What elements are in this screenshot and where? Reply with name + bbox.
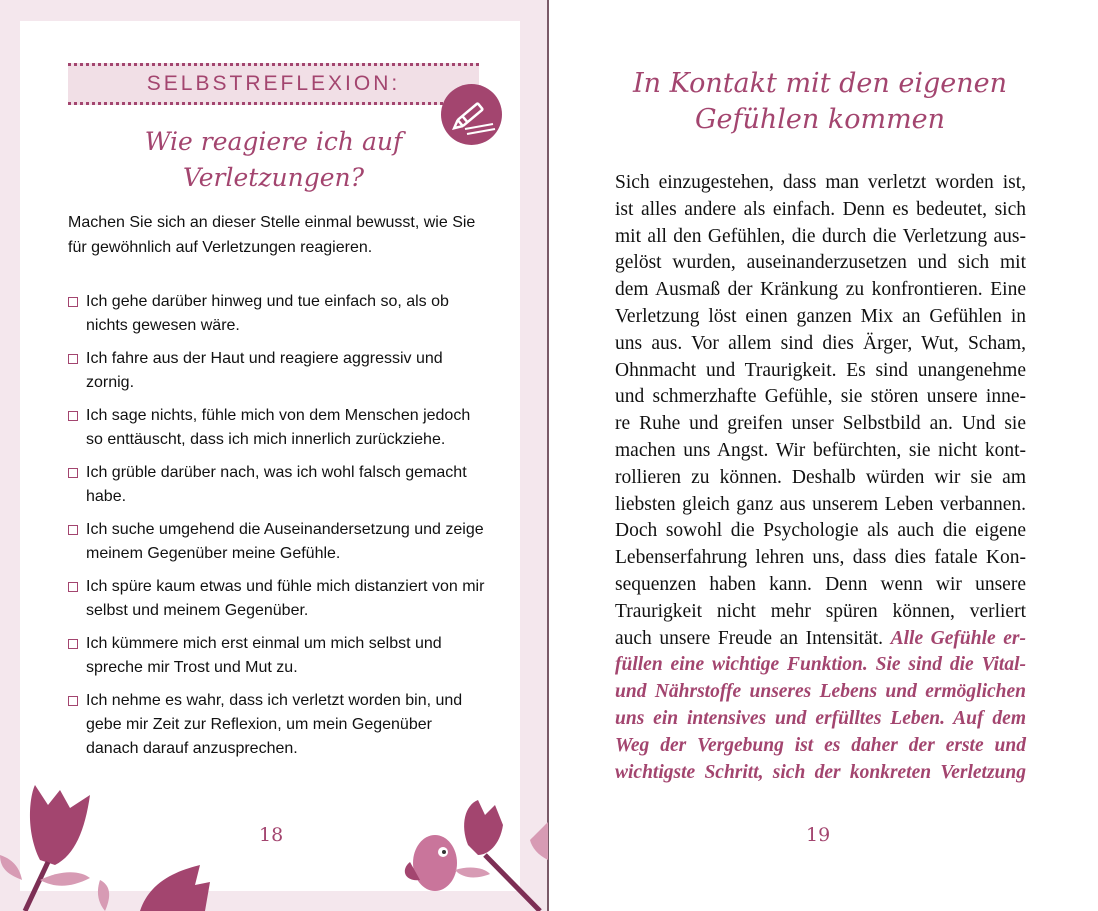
text-line: gelöst wurden, auseinanderzusetzen und sich mit <box>615 252 1026 274</box>
text-line: mit all den Gefühlen, die durch die Verletzung aus- <box>615 225 1026 247</box>
text-line: liebsten gleich ganz aus unserem Leben verbannen. <box>615 493 1026 515</box>
text-line-mixed <box>615 626 1026 653</box>
checkbox-icon[interactable] <box>68 468 78 478</box>
page-number-right: 19 <box>806 824 831 846</box>
checklist-item[interactable] <box>68 290 488 338</box>
checkbox-icon[interactable] <box>68 639 78 649</box>
text-line: re Ruhe und greifen unser Selbstbild an. Und sie <box>615 413 1026 435</box>
text-line: Lebenserfahrung lehren uns, dass dies fatale Kon- <box>615 547 1026 569</box>
text-line: Traurigkeit nicht mehr spüren können, verliert <box>615 600 1026 622</box>
item-text: Ich sage nichts, fühle mich von dem Menschen jedoch so enttäuscht, dass ich mich innerlich zurückziehe. <box>86 407 471 448</box>
checkbox-icon[interactable] <box>68 582 78 592</box>
checklist-item[interactable] <box>68 518 488 566</box>
highlight-text: Alle Gefühle er- <box>890 627 1026 649</box>
text-line: machen uns Angst. Wir befürchten, sie nicht kont- <box>615 439 1026 461</box>
item-text: Ich suche umgehend die Auseinandersetzung und zeige meinem Gegenüber meine Gefühle. <box>86 521 484 562</box>
section-banner <box>68 63 479 105</box>
checklist-item[interactable] <box>68 632 488 680</box>
chapter-title <box>605 66 1035 138</box>
item-text: Ich grüble darüber nach, was ich wohl falsch gemacht habe. <box>86 464 467 505</box>
highlight-line: füllen eine wichtige Funktion. Sie sind die Vital- <box>615 654 1026 676</box>
plain-text: auch unsere Freude an Intensität. <box>615 627 891 649</box>
highlight-line: wichtigste Schritt, sich der konkreten Verletzung <box>615 761 1026 783</box>
text-line: dem Ausmaß der Kränkung zu konfrontieren. Eine <box>615 279 1026 301</box>
checklist-item[interactable] <box>68 575 488 623</box>
checkbox-icon[interactable] <box>68 411 78 421</box>
highlight-line: uns ein intensives und erfülltes Leben. Auf dem <box>615 707 1026 729</box>
checklist-item[interactable] <box>68 461 488 509</box>
text-line: rollieren zu können. Deshalb würden wir sie am <box>615 466 1026 488</box>
checkbox-icon[interactable] <box>68 354 78 364</box>
body-text <box>615 170 1026 786</box>
highlight-line: und Nährstoffe unseres Lebens und ermöglichen <box>615 681 1026 703</box>
intro-text: Machen Sie sich an dieser Stelle einmal bewusst, wie Sie für gewöhnlich auf Verletzungen reagieren. <box>68 214 476 256</box>
text-line: Verletzung löst einen ganzen Mix an Gefühlen in <box>615 305 1026 327</box>
flower-decoration-icon <box>0 770 548 911</box>
page-number-left: 18 <box>259 824 284 846</box>
text-line: uns aus. Vor allem sind dies Ärger, Wut, Scham, <box>615 332 1026 354</box>
highlight-line: Weg der Vergebung ist es daher der erste und <box>615 734 1026 756</box>
text-line: ist alles andere als einfach. Denn es bedeutet, sich <box>615 198 1026 220</box>
title-line: Gefühlen kommen <box>694 104 946 135</box>
title-line: In Kontakt mit den eigenen <box>632 68 1007 99</box>
checklist-item[interactable] <box>68 689 488 761</box>
text-line: sequenzen haben kann. Denn wenn wir unsere <box>615 573 1026 595</box>
checklist <box>68 290 488 770</box>
text-line: und schmerzhafte Gefühle, sie stören unsere inne- <box>615 386 1026 408</box>
text-line: Ohnmacht und Traurigkeit. Es sind unangenehme <box>615 359 1026 381</box>
title-line: Verletzungen? <box>182 163 365 192</box>
checkbox-icon[interactable] <box>68 297 78 307</box>
item-text: Ich gehe darüber hinweg und tue einfach so, als ob nichts gewesen wäre. <box>86 293 449 334</box>
item-text: Ich kümmere mich erst einmal um mich selbst und spreche mir Trost und Mut zu. <box>86 635 442 676</box>
text-line: Doch sowohl die Psychologie als auch die eigene <box>615 520 1026 542</box>
item-text: Ich fahre aus der Haut und reagiere aggressiv und zornig. <box>86 350 443 391</box>
item-text: Ich spüre kaum etwas und fühle mich distanziert von mir selbst und meinem Gegenüber. <box>86 578 485 619</box>
text-line: Sich einzugestehen, dass man verletzt worden ist, <box>615 172 1026 193</box>
checklist-item[interactable] <box>68 347 488 395</box>
exercise-title <box>68 124 479 196</box>
banner-label: SELBSTREFLEXION: <box>146 72 401 95</box>
checklist-item[interactable] <box>68 404 488 452</box>
checkbox-icon[interactable] <box>68 525 78 535</box>
item-text: Ich nehme es wahr, dass ich verletzt worden bin, und gebe mir Zeit zur Reflexion, um mein Gegenüber danach darauf anzusprechen. <box>86 692 463 757</box>
title-line: Wie reagiere ich auf <box>144 127 403 156</box>
checkbox-icon[interactable] <box>68 696 78 706</box>
